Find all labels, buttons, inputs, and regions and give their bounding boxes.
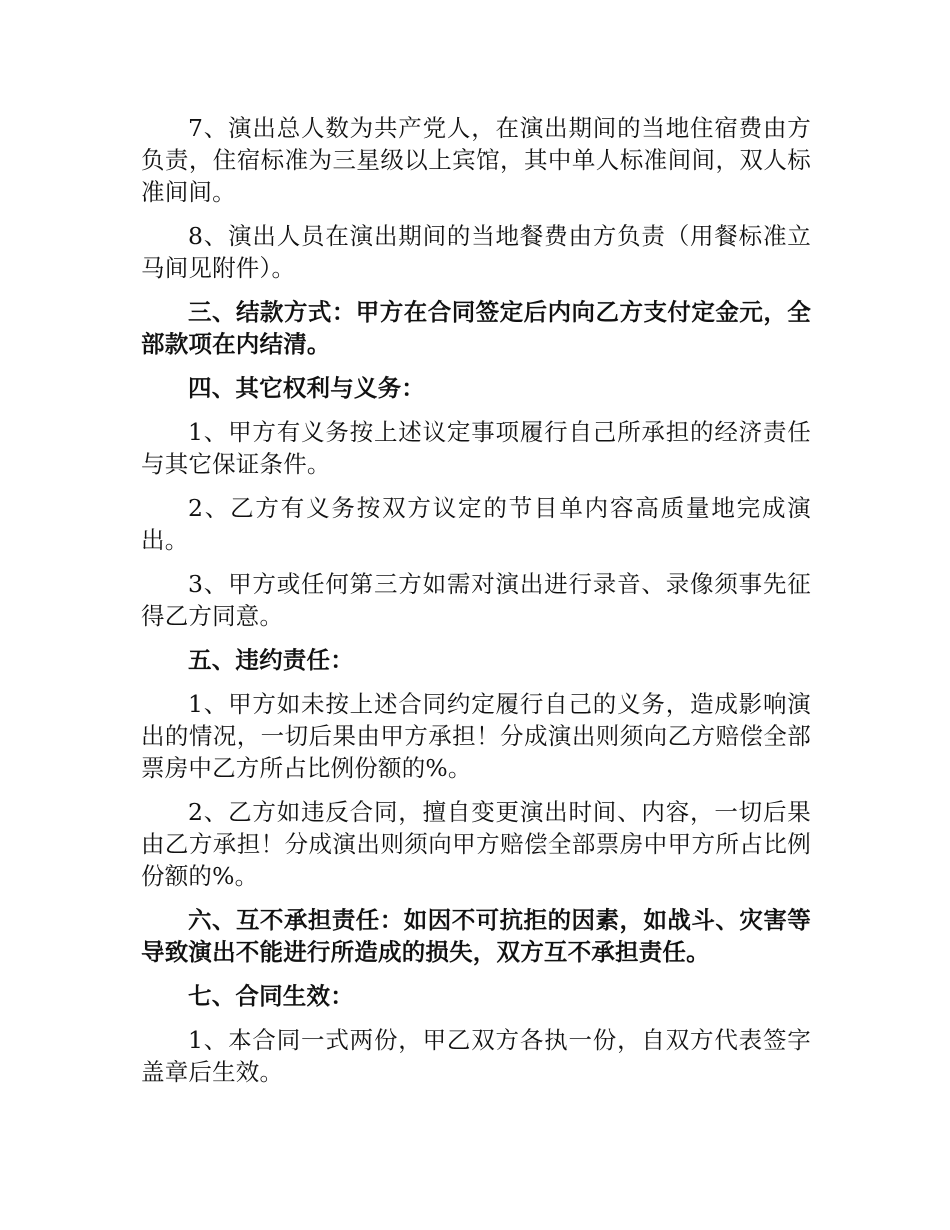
paragraph-party-b-breach: 2、乙方如违反合同，擅自变更演出时间、内容，一切后果由乙方承担！分成演出则须向甲方赔偿全部票房中甲方所占比例份额的%。 — [141, 798, 811, 890]
heading-breach-liability: 五、违约责任： — [188, 646, 354, 674]
paragraph-recording-consent: 3、甲方或任何第三方如需对演出进行录音、录像须事先征得乙方同意。 — [141, 570, 811, 630]
paragraph-party-a-breach: 1、甲方如未按上述合同约定履行自己的义务，造成影响演出的情况，一切后果由甲方承担！分成演出则须向乙方赔偿全部票房中乙方所占比例份额的%。 — [141, 690, 811, 782]
paragraph-party-a-obligation: 1、甲方有义务按上述议定事项履行自己所承担的经济责任与其它保证条件。 — [141, 418, 811, 478]
paragraph-meals: 8、演出人员在演出期间的当地餐费由方负责（用餐标准立马间见附件）。 — [141, 222, 811, 282]
paragraph-accommodation: 7、演出总人数为共产党人，在演出期间的当地住宿费由方负责，住宿标准为三星级以上宾馆，其中单人标准间间，双人标准间间。 — [141, 114, 811, 206]
heading-contract-effect: 七、合同生效： — [188, 982, 354, 1010]
paragraph-copies-effect: 1、本合同一式两份，甲乙双方各执一份，自双方代表签字盖章后生效。 — [141, 1026, 811, 1086]
paragraph-party-b-obligation: 2、乙方有义务按双方议定的节目单内容高质量地完成演出。 — [141, 494, 811, 554]
heading-payment-method: 三、结款方式：甲方在合同签定后内向乙方支付定金元，全部款项在内结清。 — [141, 298, 811, 358]
document-body — [141, 112, 811, 1100]
heading-force-majeure: 六、互不承担责任：如因不可抗拒的因素，如战斗、灾害等导致演出不能进行所造成的损失，双方互不承担责任。 — [141, 906, 811, 966]
heading-rights-obligations: 四、其它权利与义务： — [188, 374, 425, 402]
